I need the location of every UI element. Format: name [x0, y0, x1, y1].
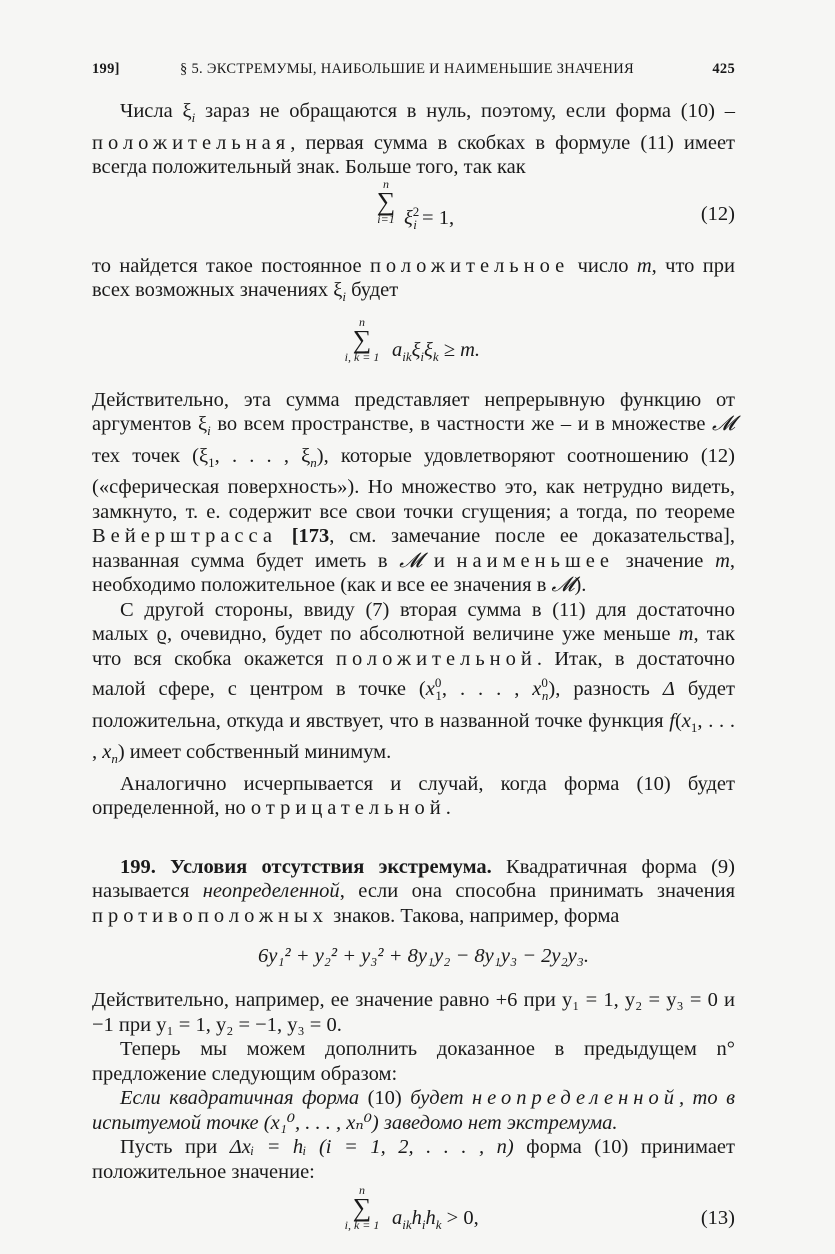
running-header: [92, 61, 735, 85]
sum-symbol: n ∑ i, k = 1: [344, 1183, 380, 1233]
paragraph-8: Пусть при Δxᵢ = hᵢ (i = 1, 2, . . . , n) форма (10) принимает положительное значение:: [92, 1136, 735, 1183]
paragraph-2: то найдется такое постоянное положительное число m, что при всех возможных значениях $\xi_i$ будет: [92, 254, 735, 305]
equation-13: n ∑ i, k = 1 $a_{ik}h_ih_k > 0$, (13): [92, 1184, 735, 1254]
equation-number: (12): [700, 202, 735, 225]
equation-form: 6y₁² + y₂² + y₃² + 8y₁y₂ − 8y₁y₃ − 2y₂y₃.: [258, 945, 590, 968]
paragraph-6: Действительно, например, ее значение равно +6 при y₁ = 1, y₂ = y₃ = 0 и −1 при y₁ = 1, y₂ = −1, y₃ = 0.: [92, 989, 735, 1036]
paragraph-1: Числа $\xi_i$ зараз не обращаются в нуль, поэтому, если форма (10) – положительная, первая сумма в скобках в формуле (11) имеет всегда положительный знак. Больше того, так как: [92, 100, 735, 179]
section-title: 199. Условия отсутствия экстремума.: [120, 855, 492, 878]
paragraph-7: Теперь мы можем дополнить доказанное в предыдущем n° предложение следующим образом:: [92, 1038, 735, 1085]
page-number: 425: [712, 61, 735, 77]
equation-m: n ∑ i, k = 1 $a_{ik}\xi_i\xi_k \ge m$.: [92, 310, 735, 388]
paragraph-3: Действительно, эта сумма представляет непрерывную функцию от аргументов $\xi_i$ во всем пространстве, в частности же – и в множестве 𝓜 тех точек ($\xi_1$, . . . , $\xi_n$), которые удовлетворяют соотношению (12) («сферическая поверхность»). Но множество это, как нетрудно видеть, замкнуто, т. е. содержит все свои точки сгущения; а тогда, по теореме Вейерштрасса [173, см. замечание после ее доказательства], названная сумма будет иметь в 𝓜 и наименьшее значение m, необходимо положительное (как и все ее значения в 𝓜).: [92, 388, 736, 597]
equation-number: (13): [700, 1207, 735, 1230]
sum-symbol: n ∑ i, k = 1: [344, 314, 380, 364]
page-body: [92, 99, 735, 1254]
section-number: 199]: [92, 61, 120, 77]
paragraph-4: С другой стороны, ввиду (7) вторая сумма в (11) для достаточно малых ϱ, очевидно, будет по абсолютной величине уже меньше m, так что вся скобка окажется положительной. Итак, в достаточно малой сфере, с центром в точке ($x^0_1$, . . . , $x^0_n$), разность Δ будет положительна, откуда и явствует, что в названной точке функция $f(x_1$, . . . , $x_n$) имеет собственный минимум.: [92, 598, 736, 767]
running-title: § 5. ЭКСТРЕМУМЫ, НАИБОЛЬШИЕ И НАИМЕНЬШИЕ ЗНАЧЕНИЯ: [180, 61, 635, 77]
spaced-emphasis: положительная: [92, 131, 291, 154]
theorem: Если квадратичная форма (10) будет неопределенной, то в испытуемой точке (x₁⁰, . . . , xₙ⁰) заведомо нет экстремума.: [92, 1087, 735, 1134]
equation-12: n ∑ i=1 $\xi^2_i = 1$, (12): [92, 180, 735, 254]
sum-symbol: n ∑ i=1: [376, 176, 396, 226]
section-199: 199. Условия отсутствия экстремума. Квадратичная форма (9) называется неопределенной, если она способна принимать значения противоположных знаков. Такова, например, форма: [92, 855, 735, 927]
paragraph-5: Аналогично исчерпывается и случай, когда форма (10) будет определенной, но отрицательной.: [92, 772, 735, 820]
